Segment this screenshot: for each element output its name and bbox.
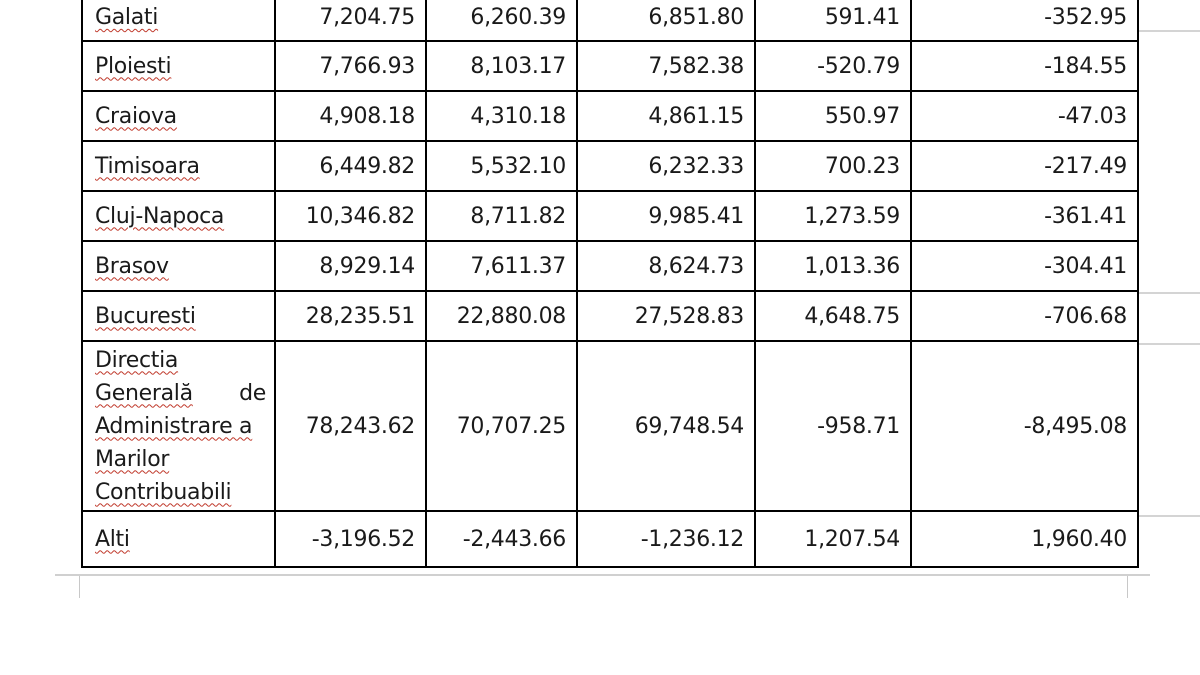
value-cell[interactable]: -304.41 xyxy=(911,241,1138,291)
region-name-cell[interactable] xyxy=(82,0,275,41)
region-name: Bucuresti xyxy=(95,303,196,329)
table-ghost-gridline xyxy=(1137,292,1200,294)
value-cell[interactable]: 5,532.10 xyxy=(426,141,577,191)
table-row xyxy=(82,511,1138,567)
value-cell[interactable]: -3,196.52 xyxy=(275,511,426,567)
value-cell[interactable]: 7,204.75 xyxy=(275,0,426,41)
region-name-line: Directia xyxy=(95,347,179,373)
table-row xyxy=(82,191,1138,241)
table-row xyxy=(82,41,1138,91)
region-name: Alti xyxy=(95,526,130,552)
value-cell[interactable]: 78,243.62 xyxy=(275,341,426,511)
value-cell[interactable]: 28,235.51 xyxy=(275,291,426,341)
value-cell[interactable]: 6,851.80 xyxy=(577,0,755,41)
value-cell[interactable]: 10,346.82 xyxy=(275,191,426,241)
region-name-line: Generală de xyxy=(95,380,266,406)
value-cell[interactable]: -352.95 xyxy=(911,0,1138,41)
region-name: Cluj-Napoca xyxy=(95,203,225,229)
value-cell[interactable]: 7,582.38 xyxy=(577,41,755,91)
value-cell[interactable]: 550.97 xyxy=(755,91,911,141)
value-cell[interactable]: -520.79 xyxy=(755,41,911,91)
region-name: Timisoara xyxy=(95,153,200,179)
value-cell[interactable]: 4,908.18 xyxy=(275,91,426,141)
region-name-cell[interactable] xyxy=(82,141,275,191)
region-name: Galati xyxy=(95,5,159,30)
table-ghost-bottom-line xyxy=(55,574,1150,576)
value-cell[interactable]: 6,449.82 xyxy=(275,141,426,191)
value-cell[interactable]: 6,260.39 xyxy=(426,0,577,41)
value-cell[interactable]: 591.41 xyxy=(755,0,911,41)
value-cell[interactable]: 70,707.25 xyxy=(426,341,577,511)
value-cell[interactable]: -184.55 xyxy=(911,41,1138,91)
value-cell[interactable]: 1,960.40 xyxy=(911,511,1138,567)
region-name-cell[interactable] xyxy=(82,91,275,141)
table-ghost-gridline xyxy=(1137,515,1200,517)
value-cell[interactable]: -361.41 xyxy=(911,191,1138,241)
value-cell[interactable]: 6,232.33 xyxy=(577,141,755,191)
table-ghost-gridline xyxy=(1137,343,1200,345)
value-cell[interactable]: 22,880.08 xyxy=(426,291,577,341)
value-cell[interactable]: -958.71 xyxy=(755,341,911,511)
region-name-cell[interactable] xyxy=(82,291,275,341)
table-row xyxy=(82,291,1138,341)
value-cell[interactable]: 4,861.15 xyxy=(577,91,755,141)
region-name-line: Administrare a xyxy=(95,413,253,439)
data-table xyxy=(81,0,1139,568)
value-cell[interactable]: 7,611.37 xyxy=(426,241,577,291)
table-row xyxy=(82,91,1138,141)
region-name-cell[interactable] xyxy=(82,41,275,91)
table-ghost-tick xyxy=(1127,576,1128,598)
value-cell[interactable]: -8,495.08 xyxy=(911,341,1138,511)
value-cell[interactable]: 1,013.36 xyxy=(755,241,911,291)
table-row xyxy=(82,341,1138,511)
value-cell[interactable]: 8,929.14 xyxy=(275,241,426,291)
value-cell[interactable]: 8,711.82 xyxy=(426,191,577,241)
value-cell[interactable]: 27,528.83 xyxy=(577,291,755,341)
value-cell[interactable]: 700.23 xyxy=(755,141,911,191)
value-cell[interactable]: -1,236.12 xyxy=(577,511,755,567)
value-cell[interactable]: 4,310.18 xyxy=(426,91,577,141)
value-cell[interactable]: -706.68 xyxy=(911,291,1138,341)
region-name-line: Marilor xyxy=(95,446,170,472)
region-name-cell[interactable] xyxy=(82,241,275,291)
table-ghost-gridline xyxy=(1137,30,1200,32)
region-name-line: Contribuabili xyxy=(95,479,232,505)
value-cell[interactable]: 69,748.54 xyxy=(577,341,755,511)
value-cell[interactable]: 1,273.59 xyxy=(755,191,911,241)
region-name: Craiova xyxy=(95,103,177,129)
value-cell[interactable]: 9,985.41 xyxy=(577,191,755,241)
value-cell[interactable]: 4,648.75 xyxy=(755,291,911,341)
value-cell[interactable]: 8,103.17 xyxy=(426,41,577,91)
table-ghost-tick xyxy=(79,576,80,598)
table-row xyxy=(82,0,1138,41)
value-cell[interactable]: 1,207.54 xyxy=(755,511,911,567)
table-row xyxy=(82,241,1138,291)
value-cell[interactable]: 7,766.93 xyxy=(275,41,426,91)
table-row xyxy=(82,141,1138,191)
region-name-cell[interactable] xyxy=(82,511,275,567)
region-name-cell[interactable] xyxy=(82,191,275,241)
region-name-cell[interactable] xyxy=(82,341,275,511)
value-cell[interactable]: -2,443.66 xyxy=(426,511,577,567)
value-cell[interactable]: 8,624.73 xyxy=(577,241,755,291)
value-cell[interactable]: -217.49 xyxy=(911,141,1138,191)
value-cell[interactable]: -47.03 xyxy=(911,91,1138,141)
region-name: Brasov xyxy=(95,253,169,279)
region-name: Ploiesti xyxy=(95,53,172,79)
